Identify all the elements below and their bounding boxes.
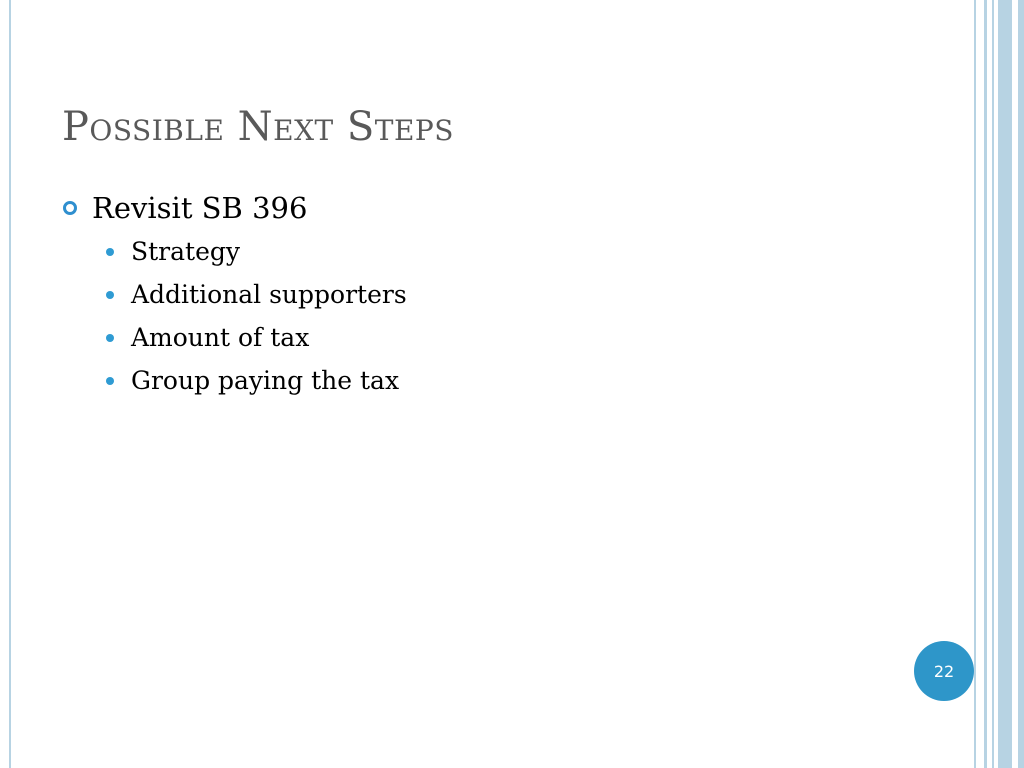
bullet-item xyxy=(62,188,942,228)
dot-bullet-icon xyxy=(106,334,114,342)
bullet-text: Revisit SB 396 xyxy=(92,191,308,225)
stripe xyxy=(992,0,994,768)
dot-bullet-icon xyxy=(106,248,114,256)
stripe xyxy=(1018,0,1024,768)
dot-bullet-icon xyxy=(106,377,114,385)
sub-bullet-item xyxy=(106,359,942,402)
stripe xyxy=(984,0,987,768)
slide-title: Possible Next Steps xyxy=(62,104,454,150)
sub-bullet-item xyxy=(106,273,942,316)
sub-bullet-text: Amount of tax xyxy=(131,323,310,352)
dot-bullet-icon xyxy=(106,291,114,299)
sub-bullet-text: Strategy xyxy=(131,237,240,266)
ring-bullet-icon xyxy=(63,201,77,215)
page-number-badge: 22 xyxy=(914,641,974,701)
slide-content xyxy=(62,188,942,402)
right-decorative-stripes xyxy=(974,0,1024,768)
sub-bullet-item xyxy=(106,316,942,359)
sub-bullet-list xyxy=(62,230,942,402)
sub-bullet-text: Additional supporters xyxy=(131,280,407,309)
left-border-line xyxy=(9,0,11,768)
stripe xyxy=(998,0,1012,768)
sub-bullet-item xyxy=(106,230,942,273)
sub-bullet-text: Group paying the tax xyxy=(131,366,400,395)
stripe xyxy=(974,0,976,768)
